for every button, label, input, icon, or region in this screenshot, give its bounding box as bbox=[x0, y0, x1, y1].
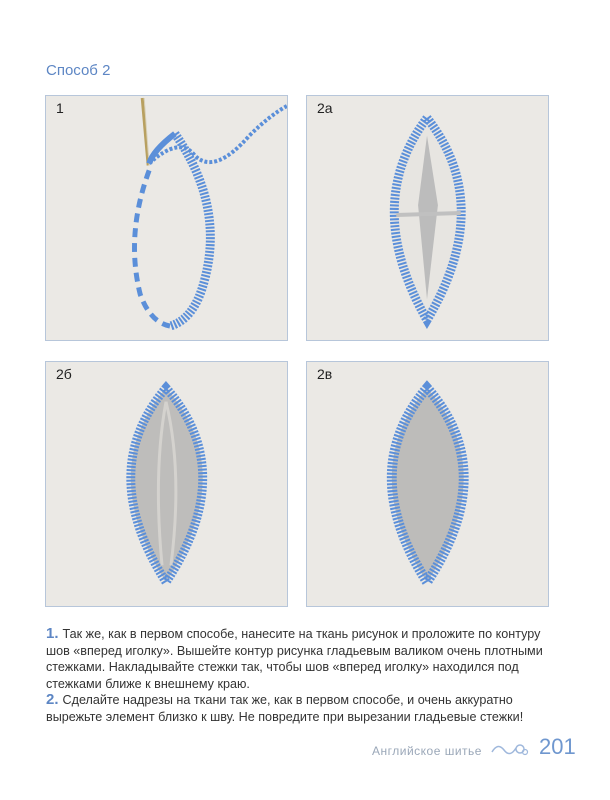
photo-label: 1 bbox=[56, 100, 64, 116]
embroidery-finished-illustration bbox=[307, 362, 548, 606]
photo-label: 2б bbox=[56, 366, 72, 382]
step-text: Сделайте надрезы на ткани так же, как в первом способе, и очень аккуратно вырежьте элемент близко к шву. Не повредите при вырезании гладьевые стежки! bbox=[46, 693, 524, 724]
instruction-step-2 bbox=[46, 692, 566, 725]
section-title: Способ 2 bbox=[46, 62, 111, 79]
photo-step-1 bbox=[45, 95, 288, 341]
photo-step-2b bbox=[45, 361, 288, 607]
step-number: 1. bbox=[46, 625, 59, 642]
needle-thread-ornament-icon bbox=[490, 738, 530, 760]
step-number: 2. bbox=[46, 691, 59, 708]
page-number: 201 bbox=[539, 734, 576, 759]
instruction-step-1 bbox=[46, 626, 566, 692]
embroidery-cut-open-illustration bbox=[46, 362, 287, 606]
photo-label: 2в bbox=[317, 366, 333, 382]
photo-step-2a bbox=[306, 95, 549, 341]
embroidery-outline-illustration bbox=[46, 96, 287, 340]
footer-book-title: Английское шитье bbox=[372, 744, 482, 758]
photo-label: 2а bbox=[317, 100, 333, 116]
photo-step-2v bbox=[306, 361, 549, 607]
embroidery-slit-illustration bbox=[307, 96, 548, 340]
step-text: Так же, как в первом способе, нанесите на ткань рисунок и проложите по контуру шов «вперед иголку». Вышейте контур рисунка гладьевым валиком очень плотными стежками. Накладывайте стежки так, чтобы шов «вперед иголку» находился под стежками ближе к внешнему краю. bbox=[46, 627, 543, 691]
